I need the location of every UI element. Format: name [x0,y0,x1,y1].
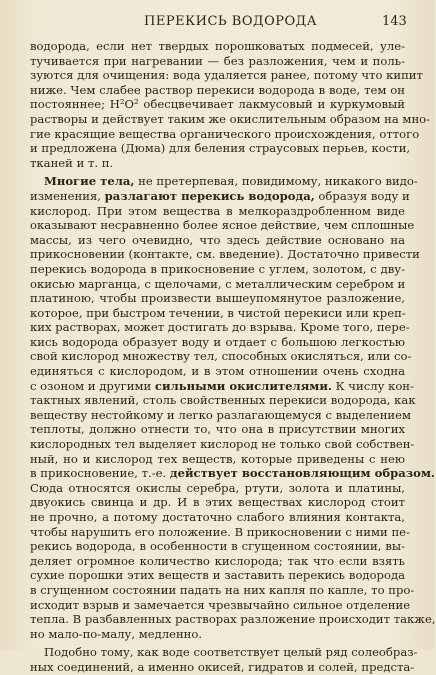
text-line: кись водорода образует воду и отдает с большою легкостью [30,334,405,349]
text-line [30,188,410,204]
bold-phrase: разлагают перекись водорода, [104,188,315,203]
bold-phrase: действует восстановляющим образом. [169,466,435,481]
text-line: исходит взрыв и замечается чрезвычайно сильное отделение [30,597,411,612]
text-line: деляет огромное количество кислорода; так что если взять [30,553,405,568]
text-line: Сюда относятся окислы серебра, ртути, золота и платины, [30,480,405,495]
text-line: двуокись свинца и др. И в этих веществах кислород стоит [30,495,405,510]
text-line: тканей и т. п. [30,155,114,170]
text-run: образуя воду и [314,188,410,203]
running-head [0,14,434,34]
text-line: единяться с кислородом, и в этом отношении очень сходна [30,364,405,379]
text-line: но мало-по-малу, медленно. [30,626,203,641]
text-line: в сгущенном состоянии падать на них капля по капле, то про- [30,582,415,597]
text-line: рекись водорода, в особенности в сгущенном состоянии, вы- [30,539,405,554]
text-line: растворы и действует таким же окислительным образом на мно- [30,111,431,126]
text-line: зуются для очищения: вода удаляется ранее, потому что кипит [30,68,423,83]
text-line: массы, из чего очевидно, что здесь действие основано на [30,232,405,247]
text-line [30,174,418,189]
text-line: чтобы нарушить его положение. В прикосновении с ними пе- [30,524,410,539]
text-line [30,378,414,394]
text-line: Подобно тому, как воде соответствует целый ряд солеобраз- [44,645,418,660]
text-line: окисью марганца, с щелочами, с металлическим серебром и [30,276,406,291]
text-line: которое, при быстром течении, в чистой перекиси или креп- [30,305,406,320]
text-line: теплоты, должно отнести то, что она в присутствии многих [30,422,405,437]
text-line [30,466,435,481]
text-line: кислородных тел выделяет кислород не только свой собствен- [30,437,415,452]
text-line: сухие порошки этих веществ и заставить перекись водорода [30,568,405,583]
text-line: не прочно, а потому достаточно слабого влияния контакта, [30,510,405,524]
text-run: К числу кон- [331,378,414,393]
text-line: ных соединений, а именно окисей, гидратов и солей, предста- [30,659,415,674]
text-line: платиною, чтобы произвести вышеупомянутое разложение, [30,291,405,306]
text-line: водорода, если нет твердых порошковатых подмесей, уле- [30,39,405,53]
text-line: ниже. Чем слабее раствор перекиси водорода в воде, тем он [30,82,405,97]
text-line: и предложена (Дюма) для беления страусовых перьев, кости, [30,141,411,156]
text-line: ный, но и кислород тех веществ, которые приведены с нею [30,451,405,466]
running-title: ПЕРЕКИСЬ ВОДОРОДА [144,14,318,29]
text-line: перекись водорода в прикосновение с углем, золотом, с дву- [30,261,405,276]
text-line: ких растворах, может достигать до взрыва. Кроме того, пере- [30,320,410,335]
text-line: тепла. В разбавленных растворах разложение происходит также, [30,612,436,627]
text-line: тактных явлений, столь свойственных перекиси водорода, как [30,393,416,408]
text-line: тучивается при нагревании — без разложения, чем и поль- [30,53,405,68]
page-number: 143 [382,14,407,29]
text-line: постояннее; H²O² обесцвечивает лакмусовый и куркумовый [30,97,405,112]
text-line: кислород. При этом вещества в мелкораздробленном виде [30,203,405,218]
text-run: изменения, [30,188,105,203]
text-line: оказывают несравненно более ясное действие, чем сплошные [30,218,415,233]
text-line: свой кислород множеству тел, способных окисляться, или со- [30,349,412,364]
bold-phrase: Многие тела, [44,174,135,189]
text-run: в прикосновение, т.-е. [30,466,170,481]
text-line: гие красящие вещества органического происхождения, оттого [30,126,420,141]
text-line: веществу нестойкому и легко разлагающемуся с выделением [30,407,412,422]
bold-phrase: сильными окислителями. [154,378,332,393]
text-run: с озоном и другими [30,378,155,393]
text-run: не претерпевая, повидимому, никакого видо- [134,174,418,189]
body-text [30,39,436,675]
text-line: прикосновении (контакте, см. введение). Достаточно привести [30,247,420,262]
